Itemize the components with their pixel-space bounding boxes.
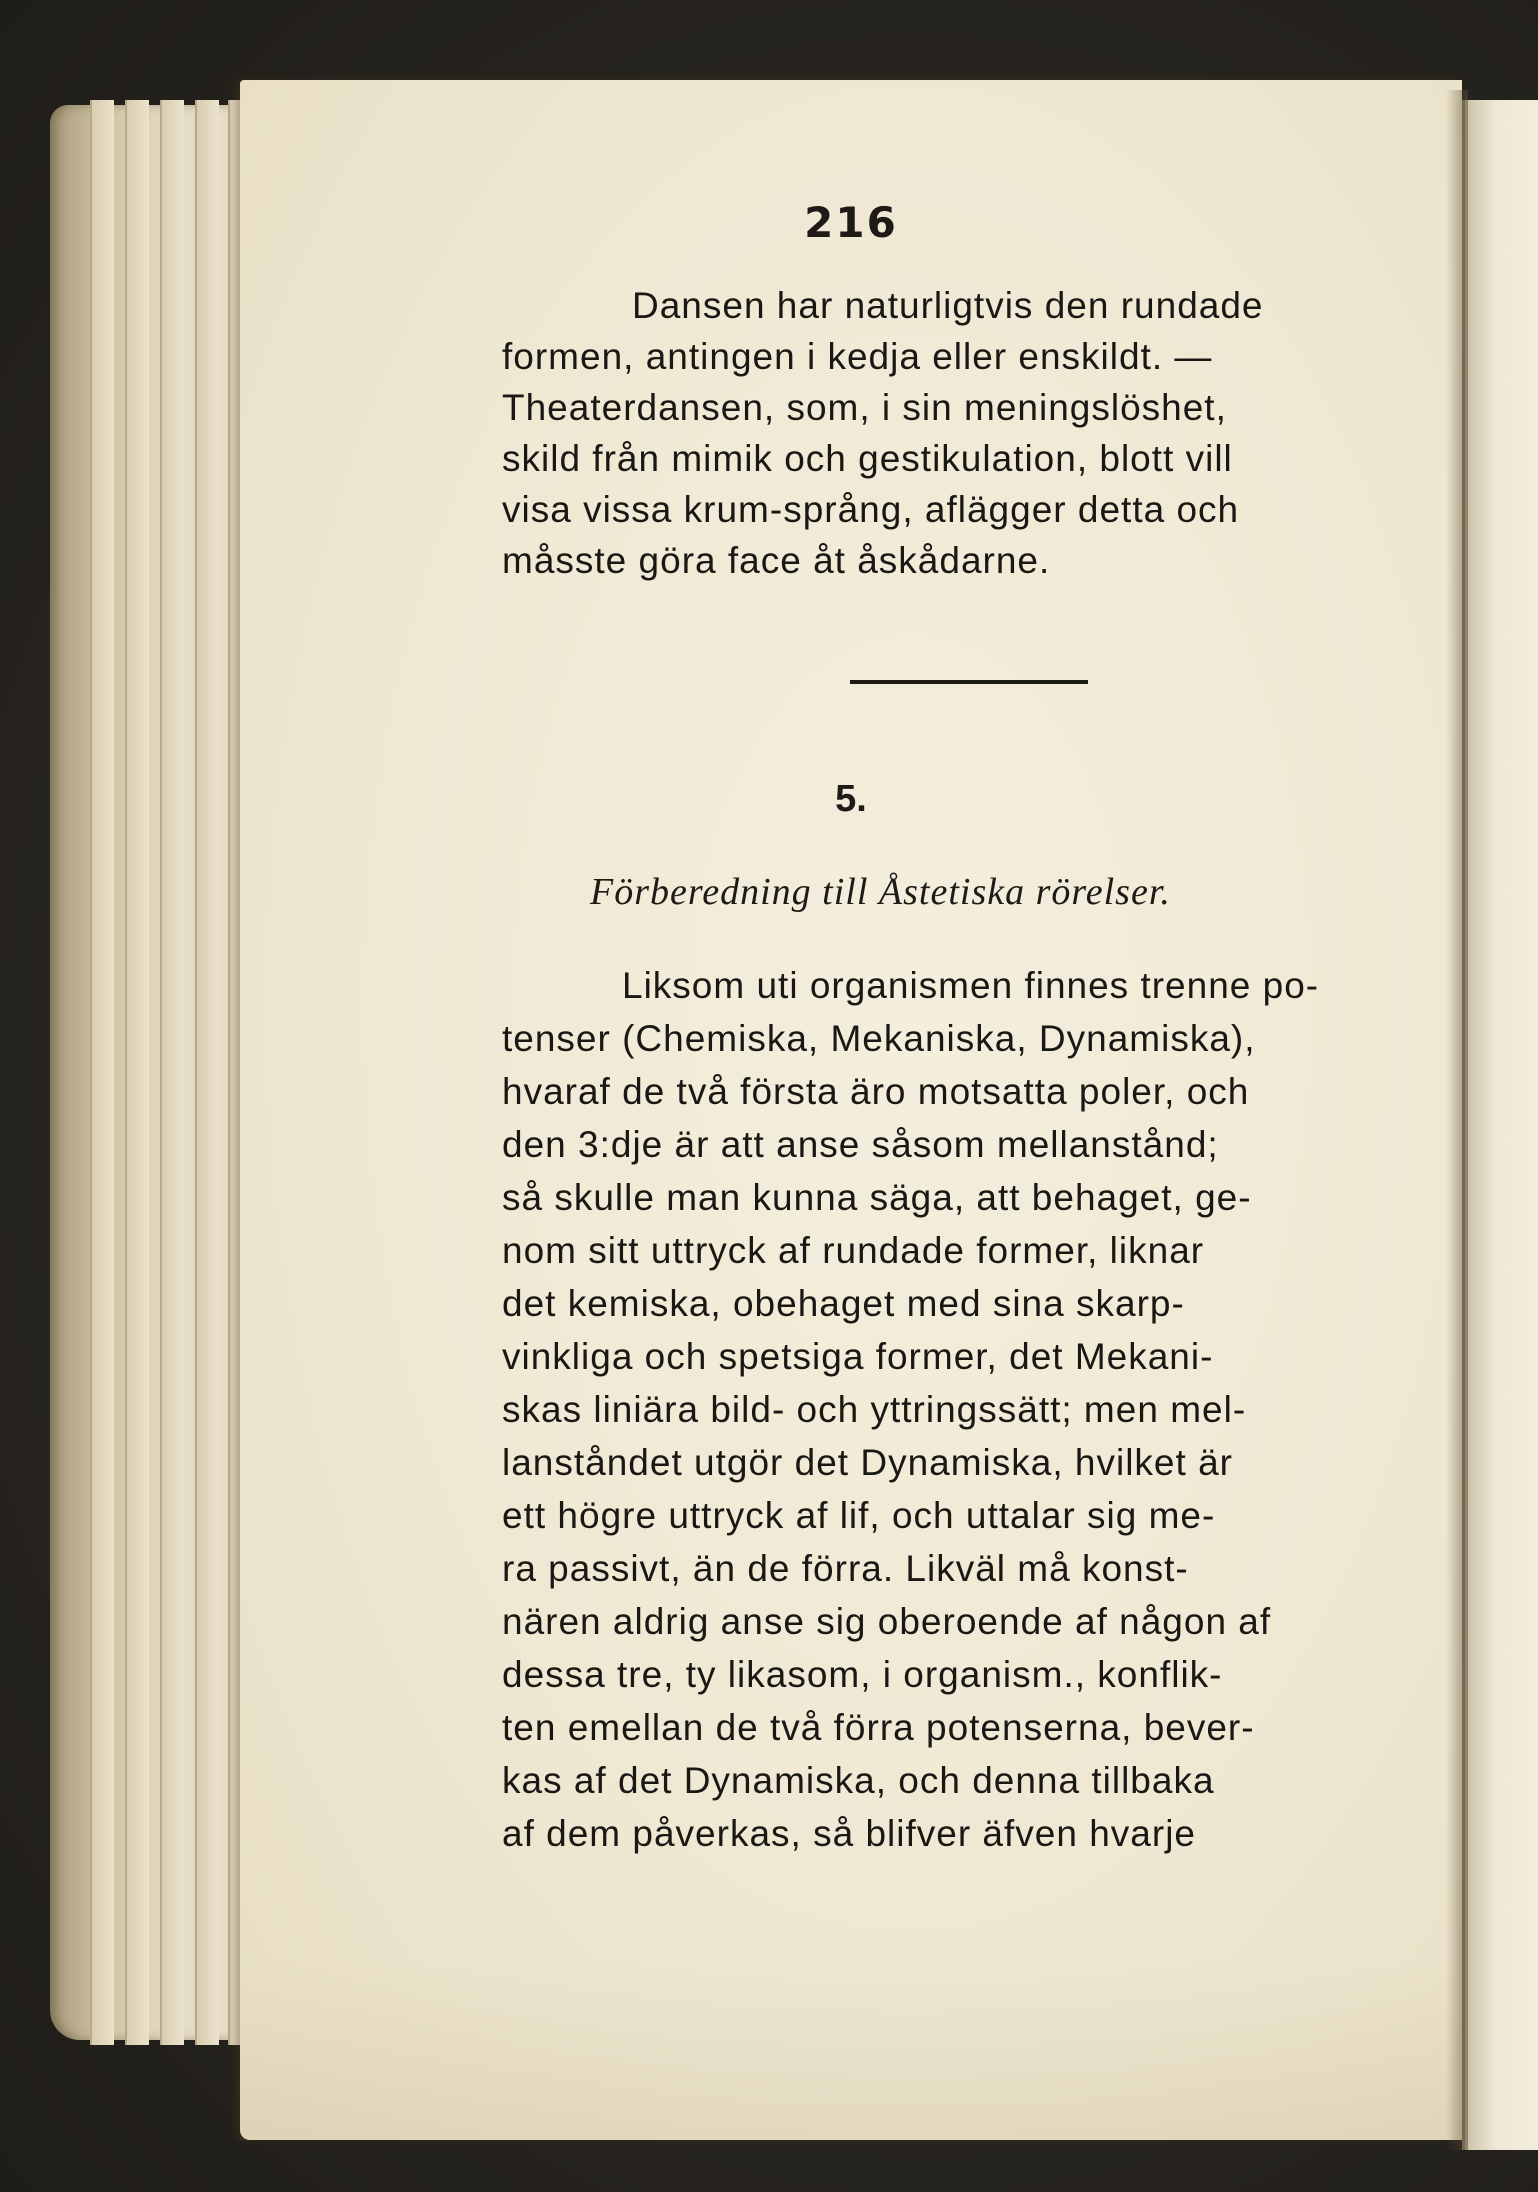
page-bottom-shade	[240, 1960, 1462, 2140]
text-line: vinkliga och spetsiga former, det Mekani-	[502, 1336, 1214, 1377]
text-line: skild från mimik och gestikulation, blott vill	[502, 438, 1233, 479]
section-divider	[850, 680, 1088, 684]
book-page	[240, 80, 1462, 2140]
text-line: formen, antingen i kedja eller enskildt. —	[502, 336, 1213, 377]
text-line: tenser (Chemiska, Mekaniska, Dynamiska),	[502, 1018, 1256, 1059]
text-line: ra passivt, än de förra. Likväl må konst-	[502, 1548, 1189, 1589]
text-line: ett högre uttryck af lif, och uttalar sig me-	[502, 1495, 1216, 1536]
text-line: ten emellan de två förra potenserna, bever-	[502, 1707, 1255, 1748]
book-gutter	[1446, 90, 1468, 2150]
text-line: så skulle man kunna säga, att behaget, ge-	[502, 1177, 1252, 1218]
text-line: kas af det Dynamiska, och denna tillbaka	[502, 1760, 1215, 1801]
text-line: lanståndet utgör det Dynamiska, hvilket är	[502, 1442, 1233, 1483]
text-line: visa vissa krum-språng, aflägger detta och	[502, 489, 1240, 530]
text-line: måsste göra face åt åskådarne.	[502, 540, 1051, 581]
page-leaf-edge	[160, 100, 184, 2045]
page-leaf-edge	[90, 100, 114, 2045]
page-number: 216	[804, 198, 898, 247]
section-title: Förberedning till Åstetiska rörelser.	[590, 871, 1171, 913]
page-leaf-edge	[195, 100, 219, 2045]
page-leaf-edge	[125, 100, 149, 2045]
section-number: 5.	[835, 778, 867, 820]
text-line: dessa tre, ty likasom, i organism., konflik-	[502, 1654, 1223, 1695]
text-line: nom sitt uttryck af rundade former, liknar	[502, 1230, 1205, 1271]
text-line: den 3:dje är att anse såsom mellanstånd;	[502, 1124, 1219, 1165]
text-line: det kemiska, obehaget med sina skarp-	[502, 1283, 1185, 1324]
text-line: nären aldrig anse sig oberoende af någon af	[502, 1601, 1272, 1642]
text-line: skas liniära bild- och yttringssätt; men mel-	[502, 1389, 1247, 1430]
text-line: hvaraf de två första äro motsatta poler, och	[502, 1071, 1250, 1112]
text-line: Liksom uti organismen finnes trenne po-	[622, 965, 1320, 1006]
text-line: Dansen har naturligtvis den rundade	[632, 285, 1264, 326]
text-line: af dem påverkas, så blifver äfven hvarje	[502, 1813, 1196, 1854]
text-line: Theaterdansen, som, i sin meningslöshet,	[502, 387, 1227, 428]
